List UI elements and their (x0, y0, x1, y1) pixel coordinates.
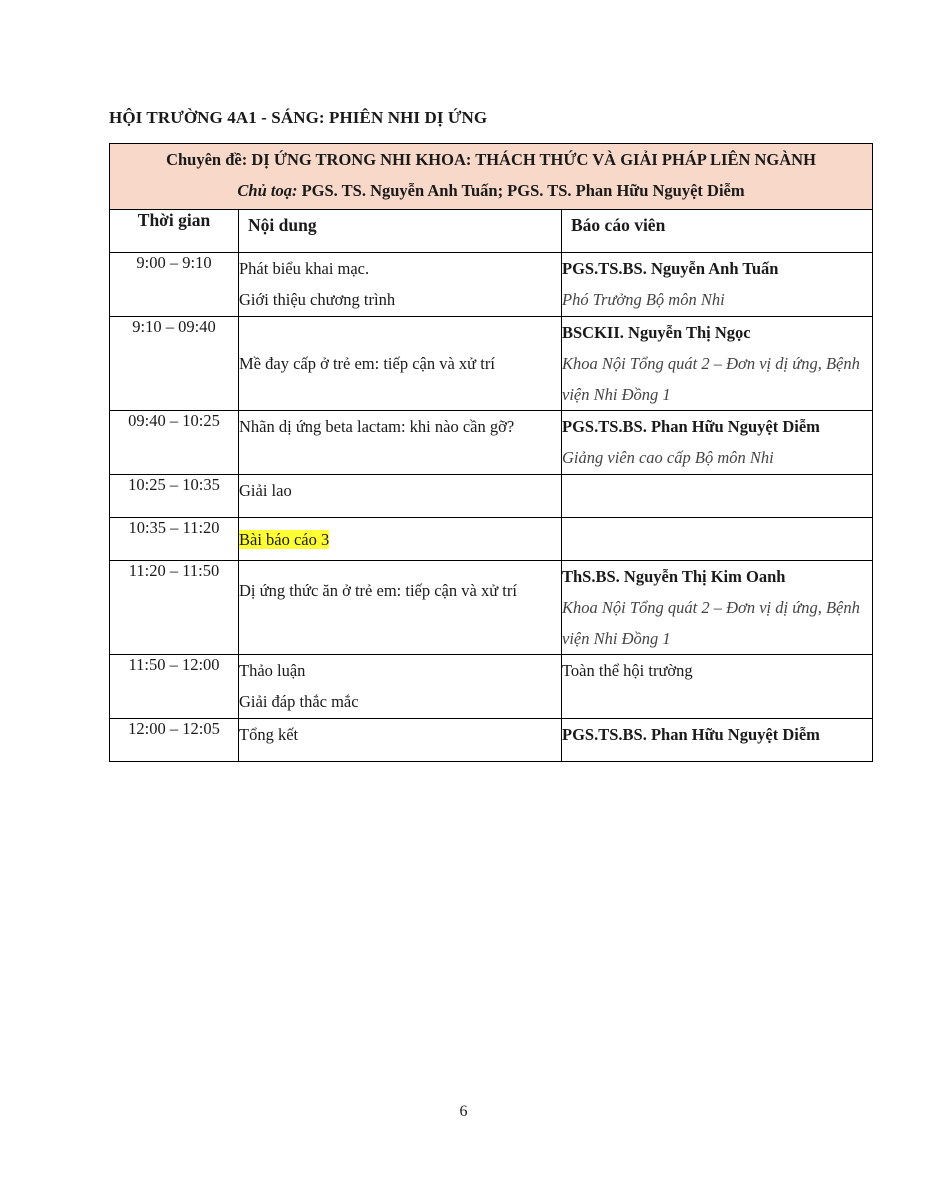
row-speaker (562, 655, 873, 719)
speaker-role: Phó Trưởng Bộ môn Nhi (562, 290, 725, 309)
content-line: Giải đáp thắc mắc (239, 692, 359, 711)
chair-label: Chủ toạ: (237, 181, 298, 200)
speaker-name: PGS.TS.BS. Nguyễn Anh Tuấn (562, 259, 779, 278)
row-speaker (562, 253, 873, 317)
table-header-row (110, 210, 873, 253)
row-speaker (562, 411, 873, 475)
topic-banner (110, 144, 873, 210)
content-line: Phát biểu khai mạc. (239, 259, 370, 278)
highlighted-content: Bài báo cáo 3 (239, 529, 330, 549)
speaker-role: Khoa Nội Tổng quát 2 – Đơn vị dị ứng, Bệnh viện Nhi Đồng 1 (562, 598, 860, 648)
schedule-table (109, 143, 873, 762)
row-speaker (562, 475, 873, 518)
column-header-time: Thời gian (110, 210, 239, 253)
table-row (110, 518, 873, 561)
table-row (110, 655, 873, 719)
page-number: 6 (459, 1103, 468, 1120)
table-row (110, 719, 873, 762)
content-line: Giải lao (239, 481, 292, 500)
row-time: 11:20 – 11:50 (110, 561, 239, 655)
content-line: Mề đay cấp ở trẻ em: tiếp cận và xử trí (239, 354, 495, 373)
column-header-content: Nội dung (239, 210, 562, 253)
row-content (239, 411, 562, 475)
content-line: Thảo luận (239, 661, 306, 680)
chair-line (110, 175, 872, 206)
topic-title: Chuyên đề: DỊ ỨNG TRONG NHI KHOA: THÁCH THỨC VÀ GIẢI PHÁP LIÊN NGÀNH (166, 150, 816, 169)
row-content (239, 475, 562, 518)
row-time: 12:00 – 12:05 (110, 719, 239, 762)
row-content (239, 317, 562, 411)
row-content (239, 719, 562, 762)
row-time: 9:00 – 9:10 (110, 253, 239, 317)
table-row (110, 561, 873, 655)
row-speaker (562, 518, 873, 561)
table-row (110, 253, 873, 317)
row-content (239, 655, 562, 719)
content-line: Dị ứng thức ăn ở trẻ em: tiếp cận và xử trí (239, 581, 517, 600)
chair-names: PGS. TS. Nguyễn Anh Tuấn; PGS. TS. Phan Hữu Nguyệt Diễm (301, 181, 745, 200)
page-heading: HỘI TRƯỜNG 4A1 - SÁNG: PHIÊN NHI DỊ ỨNG (109, 108, 488, 127)
content-line: Giới thiệu chương trình (239, 290, 396, 309)
content-line: Tổng kết (239, 725, 299, 744)
speaker-name: BSCKII. Nguyễn Thị Ngọc (562, 323, 751, 342)
table-row (110, 475, 873, 518)
column-header-speaker: Báo cáo viên (562, 210, 873, 253)
speaker-name: PGS.TS.BS. Phan Hữu Nguyệt Diễm (562, 417, 820, 436)
row-time: 9:10 – 09:40 (110, 317, 239, 411)
table-row (110, 411, 873, 475)
row-time: 10:35 – 11:20 (110, 518, 239, 561)
topic-banner-cell (110, 144, 873, 210)
table-row (110, 317, 873, 411)
row-speaker (562, 561, 873, 655)
row-speaker (562, 317, 873, 411)
speaker-role: Giảng viên cao cấp Bộ môn Nhi (562, 448, 774, 467)
row-time: 11:50 – 12:00 (110, 655, 239, 719)
row-time: 10:25 – 10:35 (110, 475, 239, 518)
row-time: 09:40 – 10:25 (110, 411, 239, 475)
content-line: Nhãn dị ứng beta lactam: khi nào cần gỡ? (239, 417, 515, 436)
row-content (239, 561, 562, 655)
row-content (239, 518, 562, 561)
row-content (239, 253, 562, 317)
speaker-plain: Toàn thể hội trường (562, 661, 693, 680)
row-speaker (562, 719, 873, 762)
speaker-name: PGS.TS.BS. Phan Hữu Nguyệt Diễm (562, 725, 820, 744)
speaker-name: ThS.BS. Nguyễn Thị Kim Oanh (562, 567, 786, 586)
speaker-role: Khoa Nội Tổng quát 2 – Đơn vị dị ứng, Bệnh viện Nhi Đồng 1 (562, 354, 860, 404)
